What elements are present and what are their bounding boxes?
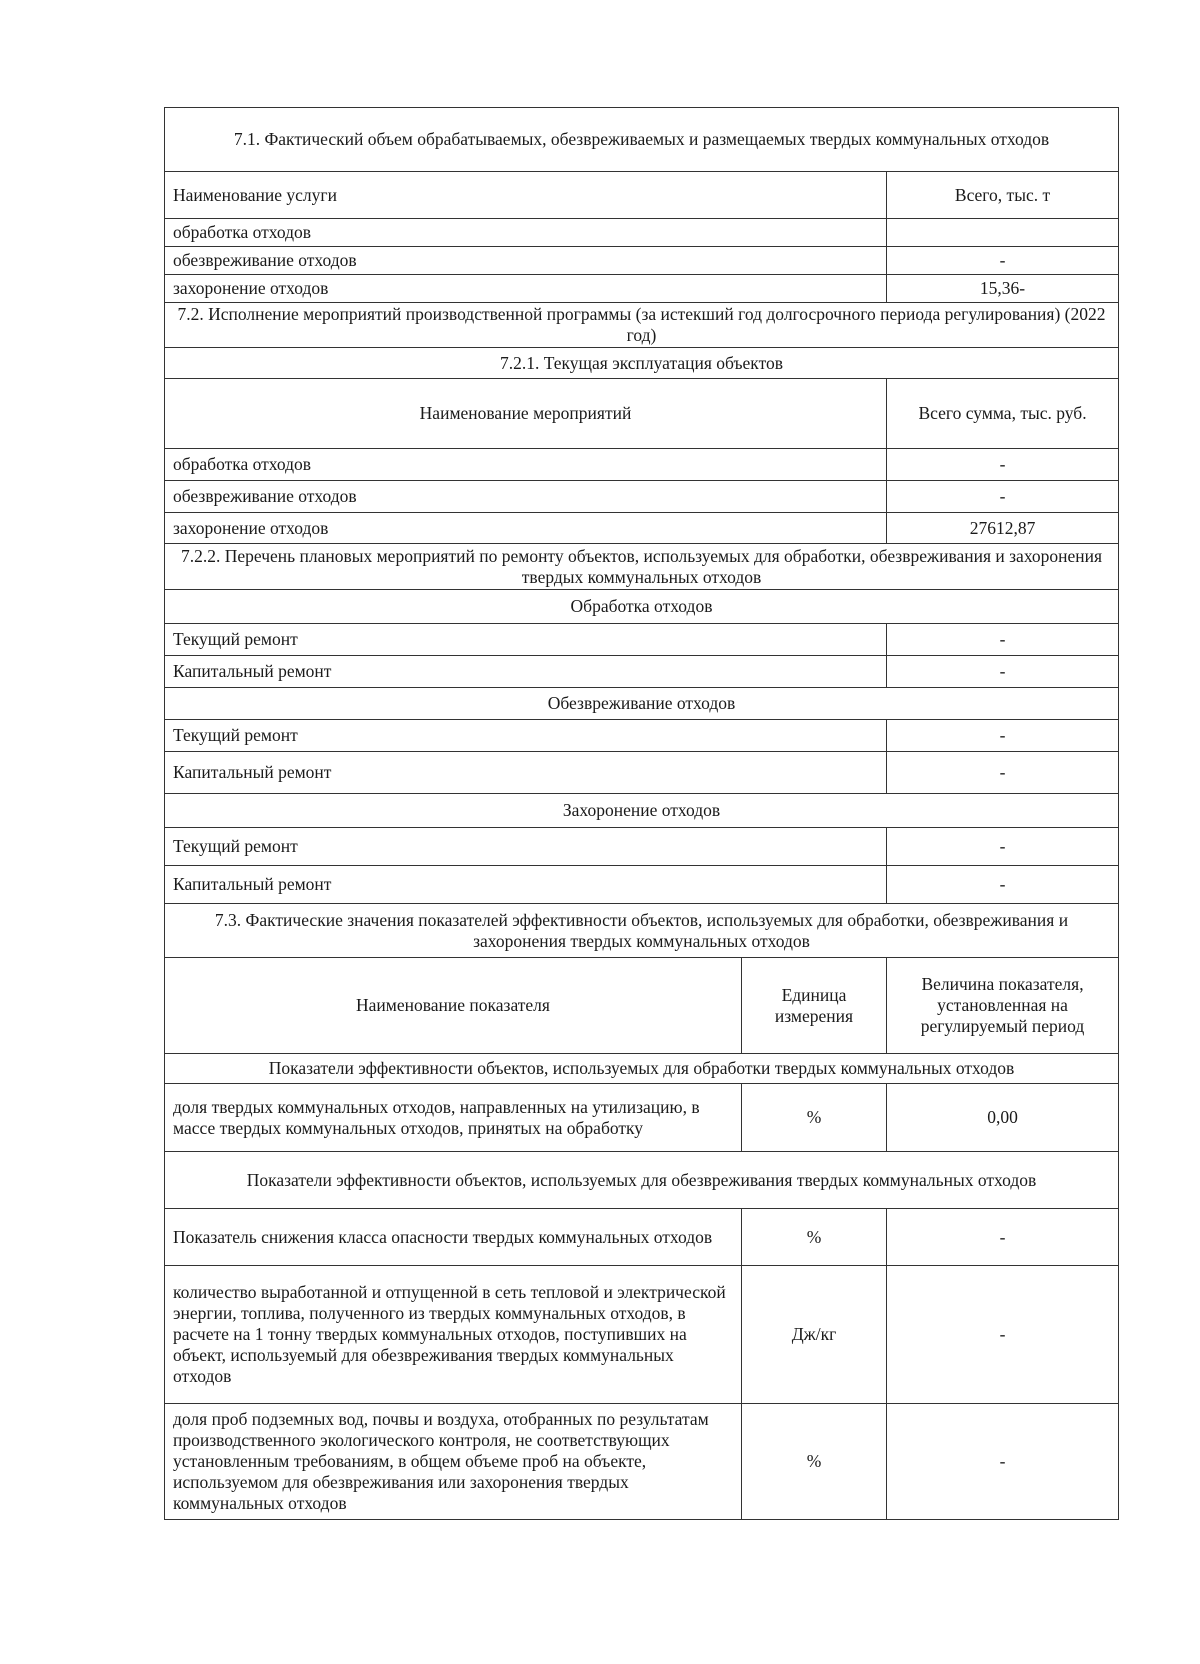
row-value: - (887, 481, 1119, 513)
indicator-unit: % (742, 1084, 887, 1152)
indicator-unit: Дж/кг (742, 1266, 887, 1404)
row-label: Капитальный ремонт (165, 752, 887, 794)
table-row (165, 1084, 1119, 1152)
indicator-label: Показатель снижения класса опасности твердых коммунальных отходов (165, 1209, 742, 1266)
indicator-label: доля твердых коммунальных отходов, направленных на утилизацию, в массе твердых коммунальных отходов, принятых на обработку (165, 1084, 742, 1152)
row-value: - (887, 720, 1119, 752)
row-label: захоронение отходов (165, 513, 887, 544)
report-table (164, 107, 1119, 1520)
section-7-3-title: 7.3. Фактические значения показателей эффективности объектов, используемых для обработки, обезвреживания и захоронения твердых коммунальных отходов (165, 904, 1119, 958)
indicator-value: - (887, 1209, 1119, 1266)
row-value: 15,36- (887, 275, 1119, 303)
table-row (165, 275, 1119, 303)
row-label: обезвреживание отходов (165, 247, 887, 275)
table-row (165, 247, 1119, 275)
indicator-label: доля проб подземных вод, почвы и воздуха, отобранных по результатам производственного экологического контроля, не соответствующих установленным требованиям, в общем объеме проб на объекте, используемом для обезвреживания или захоронения твердых коммунальных отходов (165, 1404, 742, 1520)
row-label: Капитальный ремонт (165, 866, 887, 904)
group-heading: Показатели эффективности объектов, используемых для обработки твердых коммунальных отходов (165, 1054, 1119, 1084)
row-label: обработка отходов (165, 449, 887, 481)
indicator-value: - (887, 1404, 1119, 1520)
indicator-label: количество выработанной и отпущенной в сеть тепловой и электрической энергии, топлива, полученного из твердых коммунальных отходов, в расчете на 1 тонну твердых коммунальных отходов, поступивших на объект, используемый для обезвреживания твердых коммунальных отходов (165, 1266, 742, 1404)
table-row (165, 481, 1119, 513)
row-value: - (887, 752, 1119, 794)
group-heading: Захоронение отходов (165, 794, 1119, 828)
group-heading: Обработка отходов (165, 590, 1119, 624)
row-value: 27612,87 (887, 513, 1119, 544)
section-7-2-2-title: 7.2.2. Перечень плановых мероприятий по ремонту объектов, используемых для обработки, обезвреживания и захоронения твердых коммунальных отходов (165, 544, 1119, 590)
table-row (165, 752, 1119, 794)
indicator-value: - (887, 1266, 1119, 1404)
row-value: - (887, 656, 1119, 688)
group-heading: Обезвреживание отходов (165, 688, 1119, 720)
s73-header-unit: Единица измерения (742, 958, 887, 1054)
s71-header-name: Наименование услуги (165, 172, 887, 219)
s71-header-total: Всего, тыс. т (887, 172, 1119, 219)
row-label: захоронение отходов (165, 275, 887, 303)
table-row (165, 219, 1119, 247)
table-row (165, 513, 1119, 544)
row-value: - (887, 449, 1119, 481)
row-label: Текущий ремонт (165, 828, 887, 866)
row-value: - (887, 247, 1119, 275)
row-label: Текущий ремонт (165, 624, 887, 656)
s721-header-name: Наименование мероприятий (165, 379, 887, 449)
section-7-2-1-title: 7.2.1. Текущая эксплуатация объектов (165, 348, 1119, 379)
section-7-1-title: 7.1. Фактический объем обрабатываемых, обезвреживаемых и размещаемых твердых коммунальных отходов (165, 108, 1119, 172)
group-heading: Показатели эффективности объектов, используемых для обезвреживания твердых коммунальных отходов (165, 1152, 1119, 1209)
row-label: обработка отходов (165, 219, 887, 247)
indicator-unit: % (742, 1404, 887, 1520)
table-row (165, 1404, 1119, 1520)
row-value: - (887, 866, 1119, 904)
indicator-unit: % (742, 1209, 887, 1266)
section-7-2-title: 7.2. Исполнение мероприятий производственной программы (за истекший год долгосрочного периода регулирования) (2022 год) (165, 303, 1119, 348)
table-row (165, 449, 1119, 481)
row-label: обезвреживание отходов (165, 481, 887, 513)
table-row (165, 1266, 1119, 1404)
s73-header-value: Величина показателя, установленная на регулируемый период (887, 958, 1119, 1054)
table-row (165, 656, 1119, 688)
row-value: - (887, 828, 1119, 866)
table-row (165, 1209, 1119, 1266)
table-row (165, 866, 1119, 904)
s721-header-total: Всего сумма, тыс. руб. (887, 379, 1119, 449)
row-value (887, 219, 1119, 247)
table-row (165, 828, 1119, 866)
row-label: Капитальный ремонт (165, 656, 887, 688)
s73-header-name: Наименование показателя (165, 958, 742, 1054)
table-row (165, 720, 1119, 752)
table-row (165, 624, 1119, 656)
indicator-value: 0,00 (887, 1084, 1119, 1152)
row-value: - (887, 624, 1119, 656)
row-label: Текущий ремонт (165, 720, 887, 752)
